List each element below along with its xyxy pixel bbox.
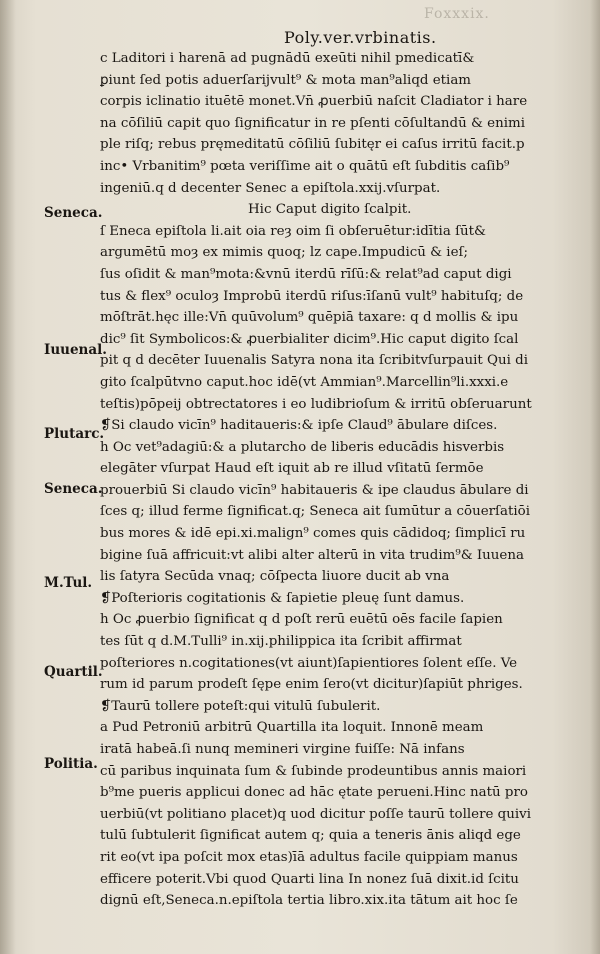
margin-note-mtul: M.Tul.	[44, 575, 93, 591]
page-edge-shadow	[590, 0, 600, 954]
text-line: h Oc vet⁹adagiū:& a plutarcho de liberis educādis hisverbis	[100, 439, 505, 455]
text-line: uerbiū(vt politiano placet)q uod dicitur poſſe taurū tollere quivi	[100, 806, 531, 822]
text-line: dic⁹ ſit Symbolicos:& ꝓuerbialiter dicim⁹.Hic caput digito ſcal	[100, 331, 519, 347]
text-line: ſus oſidit & man⁹mota:&vnū iterdū rīſū:& relat⁹ad caput digi	[100, 266, 512, 282]
margin-note-plutarc: Plutarc.	[44, 426, 105, 442]
text-line: iratā habeā.ſi nunq memineri virgine fuiſſe: Nā infans	[100, 742, 465, 757]
text-line: tulū ſubtulerit ſignificat autem q; quia a teneris ānis aliqd ege	[100, 828, 521, 844]
text-line: ꝑiunt ſed potis aduerſarijvult⁹ & mota man⁹aliqd etiam	[100, 72, 472, 88]
text-line: ingeniū.q d decenter Senec a epiſtola.xxij.vſurpat.	[100, 180, 441, 196]
text-line: tus & flex⁹ oculoȝ Improbū iterdū riſus:īſanū vult⁹ habituſq; de	[100, 288, 524, 304]
text-line: na cōſiliū capit quo ſignificatur in re pſenti cōſultandū & enimi	[100, 115, 525, 131]
running-head: Poly.ver.vrbinatis.	[284, 28, 437, 47]
margin-note-seneca-2: Seneca.	[44, 481, 103, 497]
text-line: bigine ſuā affricuit:vt alibi alter alterū in vita trudim⁹& Iuuena	[100, 547, 524, 563]
text-line: bus mores & idē epi.xi.malign⁹ comes quis cādidoq; ſimplicī ru	[100, 526, 526, 542]
text-line: ❡Si claudo vicīn⁹ haditaueris:& ipſe Claud⁹ ābulare diſces.	[100, 418, 498, 434]
text-line: ❡Taurū tollere poteſt:qui vitulū ſubulerit.	[100, 698, 381, 714]
text-line: rit eo(vt ipa poſcit mox etas)īā adultus facile quippiam manus	[100, 849, 518, 865]
text-line: efficere poterit.Vbi quod Quarti lina In nonez ſuā dixit.id ſcitu	[100, 871, 519, 887]
text-line: ſ Eneca epiſtola li.ait oia reȝ oim ſi obſeruētur:idītia ſūt&	[100, 223, 486, 239]
text-line: cū paribus inquinata ſum & ſubinde prodeuntibus annis maiori	[100, 763, 527, 779]
text-line: corpis iclinatio ituētē monet.Vn̄ ꝓuerbiū naſcit Cladiator i hare	[100, 94, 528, 110]
text-line: ple riſq; rebus pręmeditatū cōſiliū ſubitęr ei caſus irritū facit.p	[100, 137, 525, 153]
text-line: mōſtrāt.hęc ille:Vn̄ quūvolum⁹ quēpiā taxare: q d mollis & ipu	[100, 310, 519, 326]
margin-note-seneca: Seneca.	[44, 205, 103, 221]
text-line: teſtis)pōpeij obtrectatores i eo ludibrioſum & irritū obſeruarunt	[100, 396, 532, 412]
text-line: ſces q; illud ferme ſignificat.q; Seneca ait ſumūtur a cōuerſatiōi	[100, 504, 530, 520]
text-line: a Pud Petroniū arbitrū Quartilla ita loquit. Innonē meam	[100, 720, 484, 736]
page-gutter-shadow	[0, 0, 16, 954]
text-line: prouerbiū Si claudo vicīn⁹ habitaueris & ipe claudus ābulare di	[100, 482, 529, 498]
signature-mark: Foxxxix.	[424, 6, 490, 22]
margin-note-politia: Politia.	[44, 756, 98, 772]
text-line: argumētū moȝ ex mimis quoq; lz cape.Impudicū & ieſ;	[100, 245, 468, 261]
text-line: lis ſatyra Secūda vnaq; cōſpecta liuore ducit ab vna	[100, 569, 450, 585]
margin-note-quartil: Quartil.	[44, 664, 103, 680]
text-line: inc• Vrbanitim⁹ pœta veriſſime ait o quātū eſt ſubditis caſib⁹	[100, 158, 510, 174]
text-line: elegāter vſurpat Haud eſt iquit ab re illud vſitatū ſermōe	[100, 461, 484, 477]
text-line: poſteriores n.cogitationes(vt aiunt)ſapientiores ſolent eſſe. Ve	[100, 655, 518, 671]
text-line: h Oc ꝓuerbio ſignificat q d poſt rerū euētū oēs facile ſapien	[100, 612, 503, 628]
margin-note-iuuenal: Iuuenal.	[44, 342, 107, 358]
text-line: gito ſcalpūtvno caput.hoc idē(vt Ammian⁹.Marcellin⁹li.xxxi.e	[100, 374, 509, 390]
text-line: b⁹me pueris applicui donec ad hāc ętate perueni.Hinc natū pro	[100, 785, 528, 801]
text-line: dignū eſt,Seneca.n.epiſtola tertia libro.xix.ita tātum ait hoc ſe	[100, 893, 518, 909]
text-body	[100, 48, 590, 912]
text-line: pit q d decēter Iuuenalis Satyra nona ita ſcribitvſurpauit Qui di	[100, 353, 529, 369]
text-line: rum id parum prodeſt ſępe enim ſero(vt dicitur)ſapiūt phriges.	[100, 677, 523, 693]
text-line: Hic Caput digito ſcalpit.	[248, 202, 412, 218]
text-line: c Laditori i harenā ad pugnādū exeūti nihil pmedicatī&	[100, 51, 475, 66]
text-line: tes ſūt q d.M.Tulli⁹ in.xij.philippica ita ſcribit affirmat	[100, 634, 462, 650]
text-line: ❡Poſterioris cogitationis & ſapietie pleuę ſunt damus.	[100, 590, 465, 606]
